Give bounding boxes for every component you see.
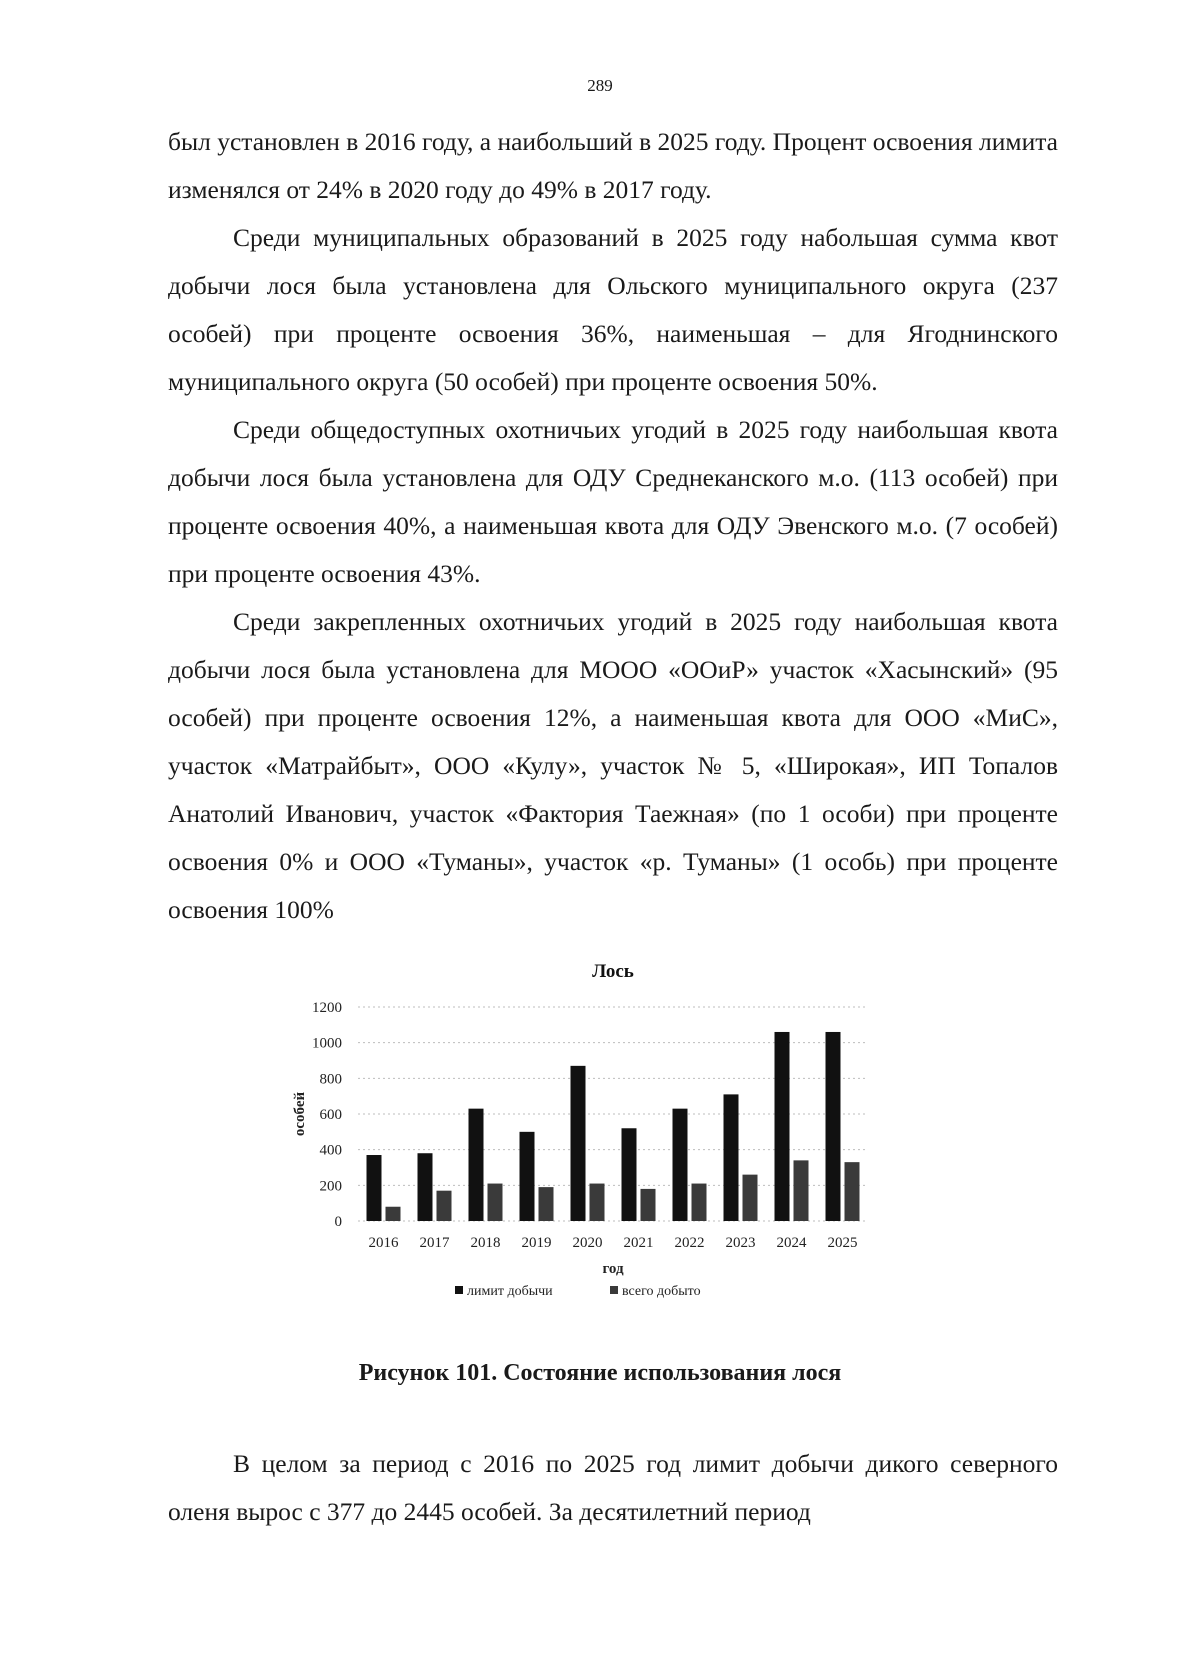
bar-harvest-2019 <box>539 1187 554 1221</box>
bar-limit-2022 <box>673 1109 688 1221</box>
x-axis-label: год <box>602 1261 624 1277</box>
y-tick-label-600: 600 <box>319 1107 342 1123</box>
bar-harvest-2023 <box>743 1175 758 1221</box>
bar-limit-2021 <box>622 1128 637 1221</box>
x-tick-label-2020: 2020 <box>572 1235 603 1251</box>
bar-limit-2019 <box>520 1132 535 1221</box>
x-tick-label-2018: 2018 <box>470 1235 501 1251</box>
x-tick-label-2023: 2023 <box>725 1235 756 1251</box>
y-tick-label-800: 800 <box>319 1071 342 1088</box>
paragraph-2: Среди муниципальных образований в 2025 году набольшая сумма квот добычи лося была установлена для Ольского муниципального округа (237 особей) при проценте освоения 36%, наименьшая – для Ягоднинского муниципального округа (50 особей) при проценте освоения 50%. <box>168 223 1058 396</box>
bar-limit-2016 <box>367 1155 382 1221</box>
y-tick-label-200: 200 <box>319 1178 342 1195</box>
bar-harvest-2021 <box>641 1189 656 1221</box>
paragraph-3: Среди общедоступных охотничьих угодий в 2025 году наибольшая квота добычи лося была установлена для ОДУ Среднеканского м.о. (113 особей) при проценте освоения 40%, а наименьшая квота для ОДУ Эвенского м.о. (7 особей) при проценте освоения 43%. <box>168 415 1058 588</box>
x-tick-label-2016: 2016 <box>368 1235 399 1251</box>
legend-label-0: лимит добычи <box>467 1284 553 1299</box>
y-axis-label: особей <box>292 1091 308 1137</box>
legend-swatch-1 <box>610 1286 618 1294</box>
bar-harvest-2017 <box>437 1191 452 1221</box>
x-tick-label-2017: 2017 <box>419 1235 450 1251</box>
body-text-bottom <box>168 1440 1058 1536</box>
paragraph-1: был установлен в 2016 году, а наибольший в 2025 году. Процент освоения лимита изменялся от 24% в 2020 году до 49% в 2017 году. <box>168 127 1058 204</box>
bar-limit-2017 <box>418 1153 433 1221</box>
bar-harvest-2016 <box>386 1207 401 1221</box>
legend-label-1: всего добыто <box>622 1284 701 1299</box>
bar-limit-2018 <box>469 1109 484 1221</box>
page-number: 289 <box>587 76 613 95</box>
chart-title: Лось <box>592 961 634 982</box>
figure-caption: Рисунок 101. Состояние использования лося <box>358 1360 842 1386</box>
bar-harvest-2025 <box>845 1162 860 1221</box>
x-tick-label-2024: 2024 <box>776 1235 807 1251</box>
y-tick-label-1200: 1200 <box>312 1000 342 1016</box>
y-tick-label-400: 400 <box>319 1142 342 1159</box>
bar-limit-2023 <box>724 1094 739 1221</box>
bar-limit-2025 <box>826 1032 841 1221</box>
paragraph-5: В целом за период с 2016 по 2025 год лимит добычи дикого северного оленя вырос с 377 до 2445 особей. За десятилетний период <box>168 1449 1058 1526</box>
x-tick-label-2025: 2025 <box>827 1235 858 1251</box>
y-tick-label-1000: 1000 <box>312 1035 342 1052</box>
bar-harvest-2024 <box>794 1160 809 1221</box>
bar-limit-2024 <box>775 1032 790 1221</box>
body-text-top <box>168 118 1058 934</box>
x-tick-label-2019: 2019 <box>521 1235 552 1251</box>
chart-svg <box>290 955 940 1335</box>
bar-limit-2020 <box>571 1066 586 1221</box>
paragraph-4: Среди закрепленных охотничьих угодий в 2025 году наибольшая квота добычи лося была установлена для МООО «ООиР» участок «Хасынский» (95 особей) при проценте освоения 12%, а наименьшая квота для ООО «МиС», участок «Матрайбыт», ООО «Кулу», участок № 5, «Широкая», ИП Топалов Анатолий Иванович, участок «Фактория Таежная» (по 1 особи) при проценте освоения 0% и ООО «Туманы», участок «р. Туманы» (1 особь) при проценте освоения 100% <box>168 607 1058 924</box>
x-tick-label-2021: 2021 <box>623 1235 654 1251</box>
bar-harvest-2022 <box>692 1184 707 1221</box>
x-tick-label-2022: 2022 <box>674 1235 705 1251</box>
bar-harvest-2020 <box>590 1184 605 1221</box>
moose-chart <box>290 955 940 1335</box>
bar-harvest-2018 <box>488 1184 503 1221</box>
legend-swatch-0 <box>455 1286 463 1294</box>
y-tick-label-0: 0 <box>334 1214 342 1230</box>
